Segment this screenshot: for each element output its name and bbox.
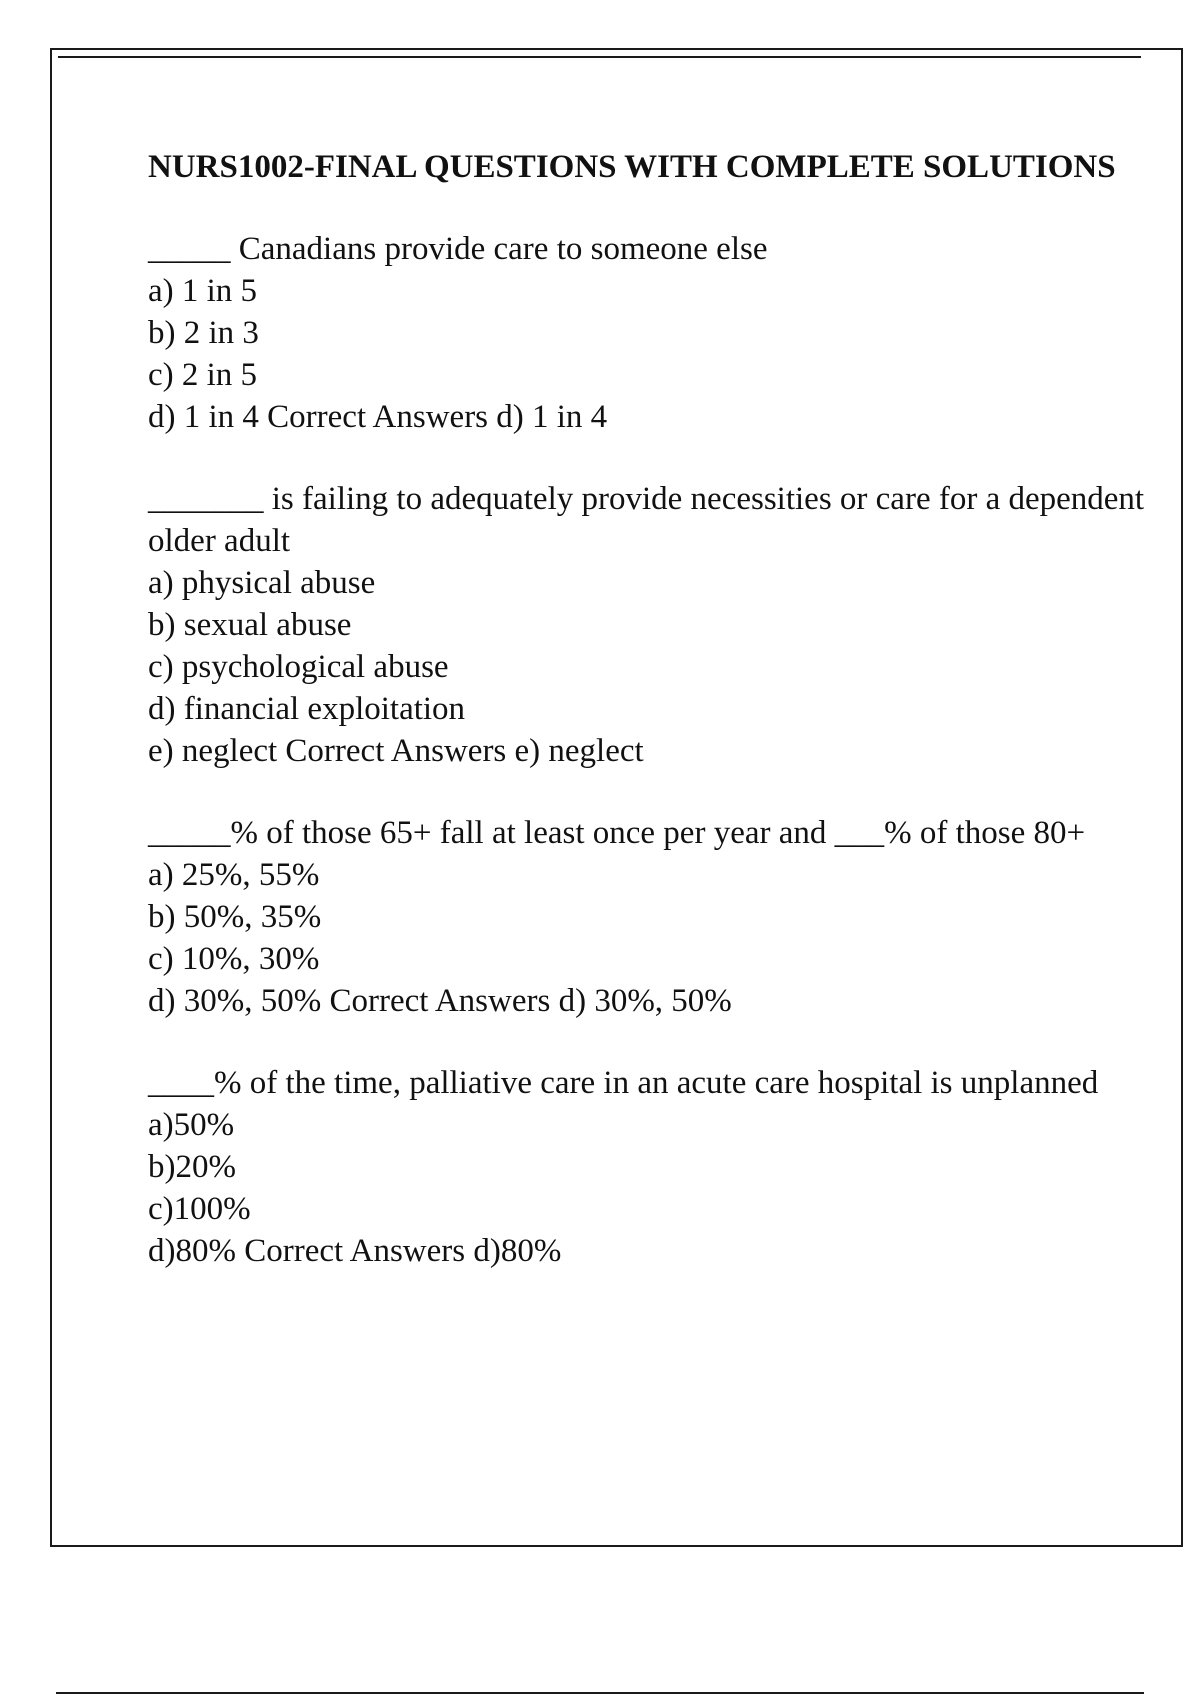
question-stem: _______ is failing to adequately provide necessities or care for a dependent older adult bbox=[148, 481, 1145, 559]
question-4 bbox=[148, 1062, 1148, 1272]
page-frame bbox=[50, 48, 1183, 1547]
document-content bbox=[148, 146, 1148, 1312]
answer-option: a) physical abuse bbox=[148, 565, 376, 601]
question-3 bbox=[148, 812, 1148, 1022]
answer-option-with-solution: d) 1 in 4 Correct Answers d) 1 in 4 bbox=[148, 399, 608, 435]
answer-option-with-solution: d)80% Correct Answers d)80% bbox=[148, 1233, 562, 1269]
answer-option: b) 50%, 35% bbox=[148, 899, 322, 935]
question-stem: _____ Canadians provide care to someone else bbox=[148, 231, 768, 267]
question-stem: _____% of those 65+ fall at least once per year and ___% of those 80+ bbox=[148, 815, 1086, 851]
answer-option: a)50% bbox=[148, 1107, 235, 1143]
answer-option-with-solution: e) neglect Correct Answers e) neglect bbox=[148, 733, 644, 769]
answer-option-with-solution: d) 30%, 50% Correct Answers d) 30%, 50% bbox=[148, 983, 732, 1019]
answer-option: b)20% bbox=[148, 1149, 236, 1185]
bottom-rule bbox=[56, 1692, 1144, 1694]
answer-option: d) financial exploitation bbox=[148, 691, 466, 727]
answer-option: a) 25%, 55% bbox=[148, 857, 320, 893]
answer-option: c) 10%, 30% bbox=[148, 941, 320, 977]
answer-option: b) 2 in 3 bbox=[148, 315, 259, 351]
answer-option: c) psychological abuse bbox=[148, 649, 449, 685]
top-rule bbox=[58, 56, 1141, 58]
answer-option: c) 2 in 5 bbox=[148, 357, 258, 393]
question-2 bbox=[148, 478, 1148, 772]
answer-option: a) 1 in 5 bbox=[148, 273, 258, 309]
answer-option: b) sexual abuse bbox=[148, 607, 352, 643]
document-title: NURS1002-FINAL QUESTIONS WITH COMPLETE SOLUTIONS bbox=[148, 149, 1116, 185]
answer-option: c)100% bbox=[148, 1191, 251, 1227]
question-1 bbox=[148, 228, 1148, 438]
question-stem: ____% of the time, palliative care in an acute care hospital is unplanned bbox=[148, 1065, 1099, 1101]
